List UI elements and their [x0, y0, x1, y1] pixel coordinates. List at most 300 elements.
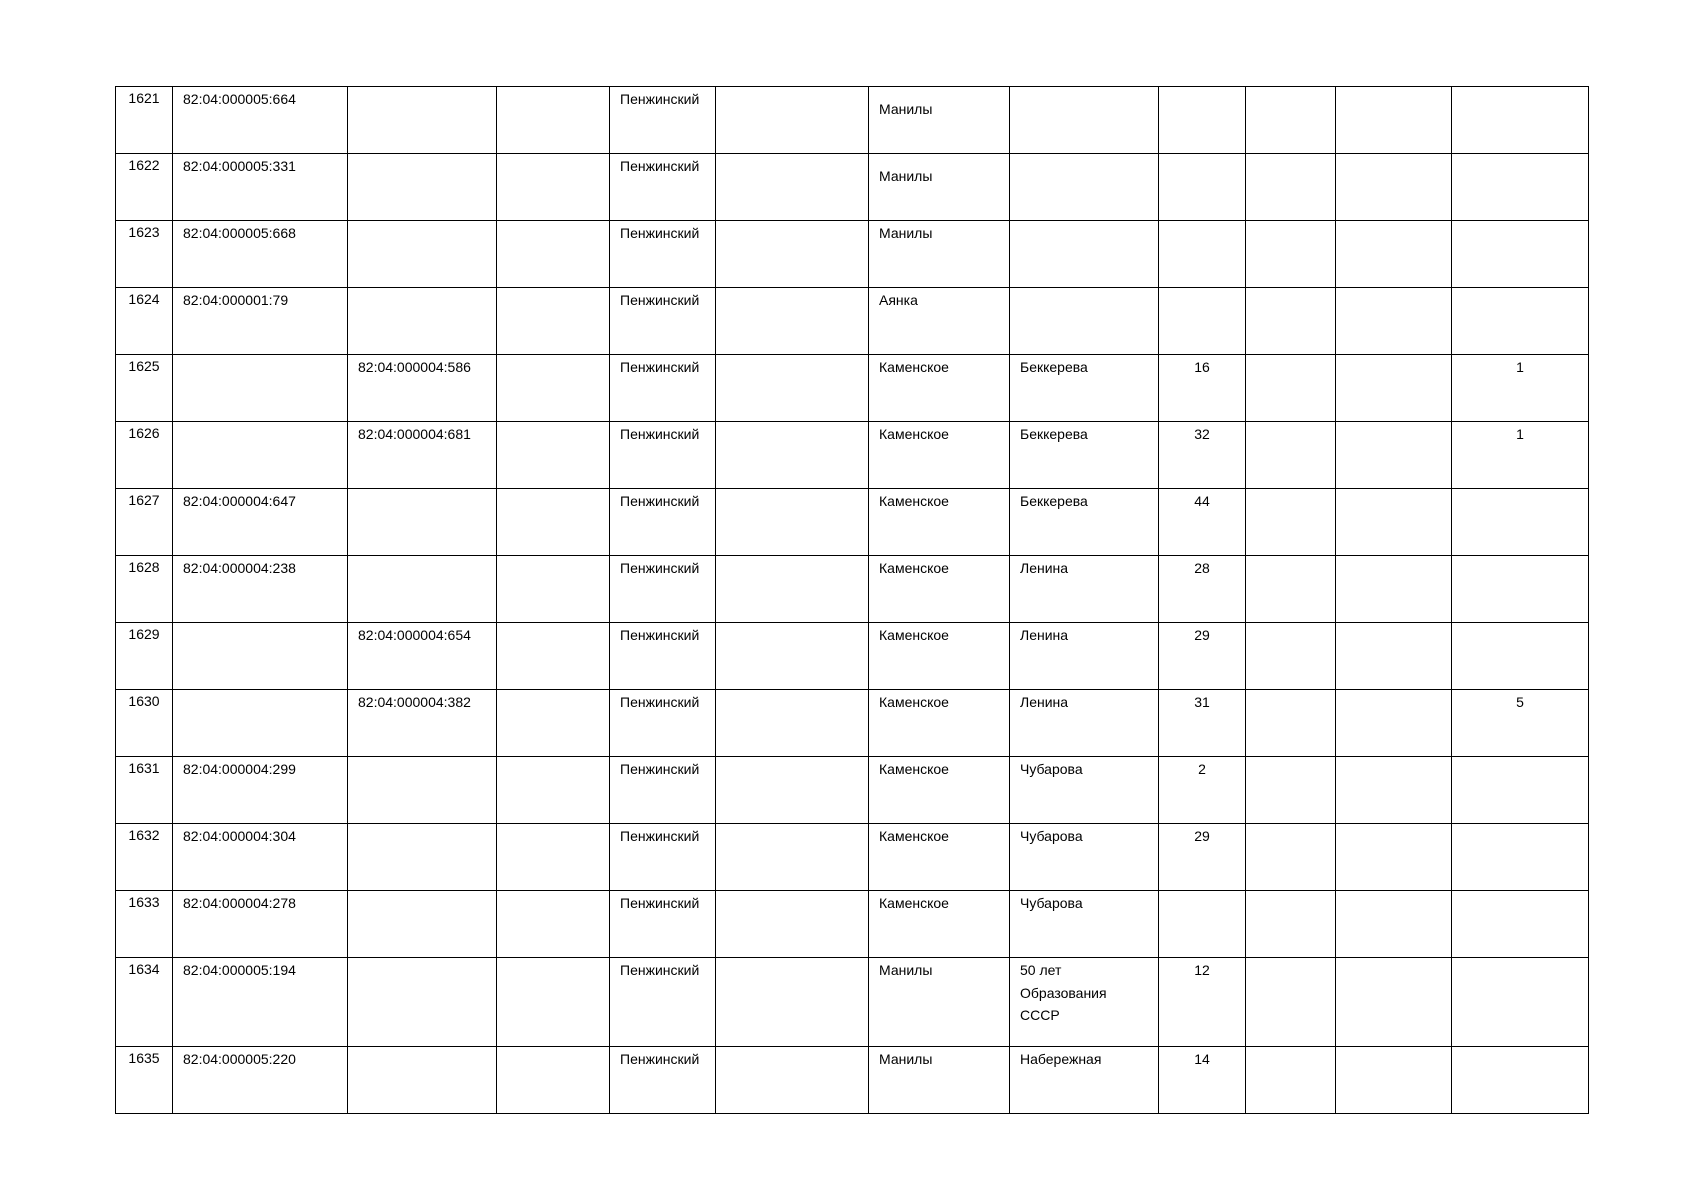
house-number-cell-text: 2	[1198, 761, 1206, 777]
cadastral-number-2-cell-text	[348, 891, 496, 892]
house-number-cell	[1159, 958, 1246, 1047]
cadastral-number-2-cell	[348, 690, 497, 757]
column-6-cell-text	[716, 154, 868, 155]
column-10-cell	[1246, 422, 1336, 489]
street-cell-text	[1010, 154, 1158, 155]
column-6-cell-text	[716, 690, 868, 691]
apartment-number-cell	[1452, 958, 1589, 1047]
column-4-cell	[497, 623, 610, 690]
district-cell	[610, 690, 716, 757]
column-10-cell-text	[1246, 355, 1335, 356]
house-number-cell-text: 31	[1194, 694, 1210, 710]
row-number-cell-text: 1625	[128, 358, 160, 374]
house-number-cell	[1159, 757, 1246, 824]
column-4-cell	[497, 824, 610, 891]
apartment-number-cell	[1452, 422, 1589, 489]
district-cell-text: Пенжинский	[620, 493, 700, 509]
row-number-cell	[116, 422, 173, 489]
row-number-cell	[116, 958, 173, 1047]
cadastral-number-cell-text: 82:04:000005:194	[183, 962, 296, 978]
cadastral-number-2-cell	[348, 891, 497, 958]
locality-cell-text: Каменское	[879, 426, 949, 442]
column-6-cell-text	[716, 355, 868, 356]
cadastral-number-cell-text: 82:04:000005:664	[183, 91, 296, 107]
apartment-number-cell-text: 1	[1516, 426, 1524, 442]
row-number-cell-text: 1623	[128, 224, 160, 240]
locality-cell-text: Каменское	[879, 493, 949, 509]
cadastral-number-2-cell-text	[348, 489, 496, 490]
house-number-cell-text: 44	[1194, 493, 1210, 509]
cadastral-number-2-cell-text	[348, 958, 496, 959]
column-4-cell-text	[497, 690, 609, 691]
row-number-cell	[116, 355, 173, 422]
column-10-cell	[1246, 1047, 1336, 1114]
row-number-cell-text: 1627	[128, 492, 160, 508]
district-cell	[610, 221, 716, 288]
table-row	[116, 154, 1589, 221]
cadastral-number-2-cell	[348, 355, 497, 422]
column-6-cell	[716, 958, 869, 1047]
locality-cell	[869, 690, 1010, 757]
district-cell-text: Пенжинский	[620, 359, 700, 375]
column-10-cell-text	[1246, 87, 1335, 88]
house-number-cell-text: 29	[1194, 828, 1210, 844]
column-11-cell	[1336, 690, 1452, 757]
district-cell	[610, 958, 716, 1047]
row-number-cell	[116, 824, 173, 891]
cadastral-number-cell	[173, 757, 348, 824]
table-row	[116, 958, 1589, 1047]
house-number-cell	[1159, 489, 1246, 556]
street-cell	[1010, 489, 1159, 556]
cadastral-number-cell-text	[173, 623, 347, 624]
row-number-cell	[116, 87, 173, 154]
district-cell	[610, 824, 716, 891]
house-number-cell-text	[1159, 154, 1245, 155]
column-11-cell-text	[1336, 623, 1451, 624]
locality-cell	[869, 556, 1010, 623]
row-number-cell-text: 1633	[128, 894, 160, 910]
street-cell	[1010, 1047, 1159, 1114]
locality-cell	[869, 623, 1010, 690]
cadastral-number-cell-text: 82:04:000005:331	[183, 158, 296, 174]
column-4-cell-text	[497, 489, 609, 490]
column-4-cell	[497, 154, 610, 221]
row-number-cell	[116, 288, 173, 355]
row-number-cell-text: 1632	[128, 827, 160, 843]
column-11-cell-text	[1336, 1047, 1451, 1048]
locality-cell	[869, 221, 1010, 288]
column-4-cell	[497, 221, 610, 288]
cadastral-number-cell-text: 82:04:000001:79	[183, 292, 289, 308]
column-4-cell	[497, 958, 610, 1047]
apartment-number-cell-text: 1	[1516, 359, 1524, 375]
column-6-cell-text	[716, 1047, 868, 1048]
street-cell-text: Ленина	[1020, 627, 1069, 643]
row-number-cell-text: 1630	[128, 693, 160, 709]
column-4-cell-text	[497, 87, 609, 88]
table-row	[116, 221, 1589, 288]
apartment-number-cell	[1452, 690, 1589, 757]
street-cell-text: Чубарова	[1020, 761, 1083, 777]
column-10-cell	[1246, 623, 1336, 690]
cadastral-number-cell	[173, 221, 348, 288]
apartment-number-cell	[1452, 355, 1589, 422]
district-cell	[610, 623, 716, 690]
column-4-cell-text	[497, 958, 609, 959]
apartment-number-cell	[1452, 757, 1589, 824]
column-6-cell	[716, 1047, 869, 1114]
column-6-cell	[716, 891, 869, 958]
apartment-number-cell	[1452, 221, 1589, 288]
locality-cell-text: Манилы	[879, 168, 933, 184]
district-cell-text: Пенжинский	[620, 560, 700, 576]
column-6-cell	[716, 556, 869, 623]
locality-cell-text: Манилы	[879, 962, 933, 978]
locality-cell	[869, 355, 1010, 422]
locality-cell	[869, 489, 1010, 556]
column-6-cell-text	[716, 221, 868, 222]
column-4-cell	[497, 87, 610, 154]
column-6-cell-text	[716, 623, 868, 624]
district-cell-text: Пенжинский	[620, 426, 700, 442]
locality-cell-text: Каменское	[879, 359, 949, 375]
column-10-cell	[1246, 154, 1336, 221]
apartment-number-cell-text	[1452, 958, 1588, 959]
column-11-cell	[1336, 288, 1452, 355]
cadastral-number-2-cell-text: 82:04:000004:654	[358, 627, 471, 643]
registry-table	[115, 86, 1589, 1114]
row-number-cell-text: 1624	[128, 291, 160, 307]
street-cell-text	[1010, 221, 1158, 222]
column-11-cell	[1336, 221, 1452, 288]
table-row	[116, 489, 1589, 556]
street-cell-text: Ленина	[1020, 560, 1069, 576]
locality-cell-text: Манилы	[879, 225, 933, 241]
table-row	[116, 422, 1589, 489]
street-cell-text: Беккерева	[1020, 426, 1088, 442]
apartment-number-cell	[1452, 87, 1589, 154]
row-number-cell-text: 1622	[128, 157, 160, 173]
apartment-number-cell-text	[1452, 1047, 1588, 1048]
house-number-cell	[1159, 891, 1246, 958]
cadastral-number-cell	[173, 556, 348, 623]
column-11-cell-text	[1336, 489, 1451, 490]
cadastral-number-2-cell-text	[348, 154, 496, 155]
column-6-cell	[716, 87, 869, 154]
column-4-cell-text	[497, 355, 609, 356]
house-number-cell-text	[1159, 221, 1245, 222]
cadastral-number-cell	[173, 891, 348, 958]
row-number-cell	[116, 891, 173, 958]
apartment-number-cell-text: 5	[1516, 694, 1524, 710]
cadastral-number-cell-text: 82:04:000005:220	[183, 1051, 296, 1067]
column-4-cell	[497, 690, 610, 757]
street-cell-text: Чубарова	[1020, 828, 1083, 844]
cadastral-number-2-cell	[348, 489, 497, 556]
street-cell	[1010, 221, 1159, 288]
column-6-cell	[716, 489, 869, 556]
table-row	[116, 87, 1589, 154]
cadastral-number-2-cell	[348, 623, 497, 690]
locality-cell	[869, 422, 1010, 489]
street-cell	[1010, 556, 1159, 623]
apartment-number-cell-text	[1452, 489, 1588, 490]
cadastral-number-cell-text: 82:04:000004:304	[183, 828, 296, 844]
district-cell	[610, 556, 716, 623]
apartment-number-cell	[1452, 154, 1589, 221]
column-4-cell-text	[497, 891, 609, 892]
street-cell-text: Набережная	[1020, 1051, 1102, 1067]
column-4-cell-text	[497, 623, 609, 624]
district-cell	[610, 422, 716, 489]
row-number-cell-text: 1634	[128, 961, 160, 977]
cadastral-number-2-cell	[348, 824, 497, 891]
apartment-number-cell-text	[1452, 556, 1588, 557]
street-cell	[1010, 891, 1159, 958]
column-10-cell	[1246, 891, 1336, 958]
column-10-cell	[1246, 690, 1336, 757]
district-cell	[610, 154, 716, 221]
row-number-cell	[116, 623, 173, 690]
column-6-cell-text	[716, 556, 868, 557]
house-number-cell	[1159, 824, 1246, 891]
house-number-cell-text: 14	[1194, 1051, 1210, 1067]
district-cell	[610, 355, 716, 422]
table-row	[116, 556, 1589, 623]
cadastral-number-cell	[173, 288, 348, 355]
house-number-cell-text: 12	[1194, 962, 1210, 978]
column-4-cell	[497, 891, 610, 958]
column-11-cell-text	[1336, 824, 1451, 825]
cadastral-number-2-cell-text	[348, 1047, 496, 1048]
district-cell-text: Пенжинский	[620, 292, 700, 308]
street-cell-text	[1010, 288, 1158, 289]
street-cell-text: Ленина	[1020, 694, 1069, 710]
street-cell	[1010, 623, 1159, 690]
row-number-cell-text: 1635	[128, 1050, 160, 1066]
house-number-cell	[1159, 221, 1246, 288]
locality-cell-text: Манилы	[879, 1051, 933, 1067]
street-cell	[1010, 958, 1159, 1047]
street-cell	[1010, 757, 1159, 824]
column-4-cell-text	[497, 422, 609, 423]
cadastral-number-2-cell-text	[348, 824, 496, 825]
column-4-cell-text	[497, 757, 609, 758]
cadastral-number-cell	[173, 87, 348, 154]
apartment-number-cell-text	[1452, 87, 1588, 88]
apartment-number-cell-text	[1452, 154, 1588, 155]
street-cell-text	[1010, 87, 1158, 88]
cadastral-number-2-cell	[348, 288, 497, 355]
cadastral-number-cell	[173, 154, 348, 221]
cadastral-number-2-cell	[348, 1047, 497, 1114]
street-cell	[1010, 355, 1159, 422]
apartment-number-cell-text	[1452, 757, 1588, 758]
district-cell	[610, 891, 716, 958]
row-number-cell-text: 1631	[128, 760, 160, 776]
table-row	[116, 824, 1589, 891]
cadastral-number-2-cell-text: 82:04:000004:382	[358, 694, 471, 710]
row-number-cell	[116, 757, 173, 824]
locality-cell	[869, 824, 1010, 891]
locality-cell-text: Манилы	[879, 101, 933, 117]
column-10-cell-text	[1246, 958, 1335, 959]
column-6-cell	[716, 221, 869, 288]
district-cell	[610, 87, 716, 154]
house-number-cell	[1159, 87, 1246, 154]
column-11-cell-text	[1336, 556, 1451, 557]
column-11-cell	[1336, 1047, 1452, 1114]
column-4-cell	[497, 288, 610, 355]
cadastral-number-2-cell-text	[348, 757, 496, 758]
locality-cell-text: Аянка	[879, 292, 918, 308]
district-cell-text: Пенжинский	[620, 962, 700, 978]
column-6-cell-text	[716, 288, 868, 289]
column-4-cell	[497, 422, 610, 489]
street-cell	[1010, 154, 1159, 221]
row-number-cell-text: 1629	[128, 626, 160, 642]
column-6-cell-text	[716, 891, 868, 892]
street-cell	[1010, 690, 1159, 757]
column-6-cell	[716, 355, 869, 422]
house-number-cell	[1159, 154, 1246, 221]
district-cell-text: Пенжинский	[620, 1051, 700, 1067]
cadastral-number-2-cell	[348, 221, 497, 288]
locality-cell	[869, 757, 1010, 824]
column-10-cell-text	[1246, 891, 1335, 892]
cadastral-number-cell	[173, 1047, 348, 1114]
cadastral-number-cell-text: 82:04:000004:238	[183, 560, 296, 576]
locality-cell	[869, 958, 1010, 1047]
cadastral-number-2-cell	[348, 87, 497, 154]
column-6-cell-text	[716, 489, 868, 490]
district-cell	[610, 757, 716, 824]
apartment-number-cell	[1452, 1047, 1589, 1114]
column-11-cell	[1336, 891, 1452, 958]
cadastral-number-2-cell	[348, 422, 497, 489]
street-cell-text: Беккерева	[1020, 359, 1088, 375]
house-number-cell	[1159, 288, 1246, 355]
district-cell-text: Пенжинский	[620, 694, 700, 710]
column-6-cell-text	[716, 757, 868, 758]
column-4-cell	[497, 489, 610, 556]
table-row	[116, 355, 1589, 422]
cadastral-number-2-cell-text	[348, 288, 496, 289]
column-10-cell	[1246, 355, 1336, 422]
column-6-cell	[716, 623, 869, 690]
cadastral-number-cell	[173, 958, 348, 1047]
district-cell-text: Пенжинский	[620, 627, 700, 643]
column-11-cell	[1336, 355, 1452, 422]
column-11-cell-text	[1336, 355, 1451, 356]
column-11-cell-text	[1336, 891, 1451, 892]
column-10-cell	[1246, 87, 1336, 154]
column-11-cell-text	[1336, 422, 1451, 423]
column-6-cell-text	[716, 87, 868, 88]
cadastral-number-cell-text	[173, 690, 347, 691]
locality-cell	[869, 891, 1010, 958]
column-10-cell-text	[1246, 623, 1335, 624]
column-10-cell-text	[1246, 221, 1335, 222]
apartment-number-cell	[1452, 288, 1589, 355]
street-cell	[1010, 824, 1159, 891]
locality-cell	[869, 288, 1010, 355]
locality-cell-text: Каменское	[879, 627, 949, 643]
table-row	[116, 288, 1589, 355]
column-6-cell	[716, 690, 869, 757]
house-number-cell	[1159, 623, 1246, 690]
row-number-cell-text: 1621	[128, 90, 160, 106]
column-10-cell-text	[1246, 824, 1335, 825]
cadastral-number-2-cell	[348, 757, 497, 824]
column-6-cell-text	[716, 958, 868, 959]
district-cell	[610, 1047, 716, 1114]
cadastral-number-cell-text: 82:04:000004:299	[183, 761, 296, 777]
cadastral-number-cell	[173, 489, 348, 556]
column-10-cell	[1246, 757, 1336, 824]
table-row	[116, 1047, 1589, 1114]
column-11-cell-text	[1336, 87, 1451, 88]
column-6-cell	[716, 757, 869, 824]
cadastral-number-2-cell-text	[348, 87, 496, 88]
apartment-number-cell	[1452, 556, 1589, 623]
column-4-cell-text	[497, 288, 609, 289]
locality-cell	[869, 1047, 1010, 1114]
column-11-cell-text	[1336, 757, 1451, 758]
apartment-number-cell	[1452, 824, 1589, 891]
column-4-cell-text	[497, 1047, 609, 1048]
cadastral-number-2-cell-text: 82:04:000004:586	[358, 359, 471, 375]
column-4-cell	[497, 1047, 610, 1114]
house-number-cell	[1159, 422, 1246, 489]
column-11-cell	[1336, 87, 1452, 154]
apartment-number-cell-text	[1452, 288, 1588, 289]
district-cell	[610, 288, 716, 355]
street-cell-text: Чубарова	[1020, 895, 1083, 911]
column-10-cell	[1246, 556, 1336, 623]
column-6-cell	[716, 288, 869, 355]
column-6-cell	[716, 824, 869, 891]
cadastral-number-cell	[173, 422, 348, 489]
house-number-cell	[1159, 690, 1246, 757]
column-11-cell	[1336, 422, 1452, 489]
column-11-cell-text	[1336, 958, 1451, 959]
column-11-cell-text	[1336, 288, 1451, 289]
column-10-cell-text	[1246, 556, 1335, 557]
cadastral-number-cell-text	[173, 422, 347, 423]
table-row	[116, 623, 1589, 690]
cadastral-number-cell	[173, 355, 348, 422]
column-6-cell	[716, 154, 869, 221]
house-number-cell-text: 32	[1194, 426, 1210, 442]
column-4-cell	[497, 556, 610, 623]
apartment-number-cell-text	[1452, 891, 1588, 892]
district-cell-text: Пенжинский	[620, 828, 700, 844]
column-10-cell-text	[1246, 288, 1335, 289]
column-11-cell	[1336, 824, 1452, 891]
house-number-cell-text	[1159, 87, 1245, 88]
cadastral-number-2-cell	[348, 958, 497, 1047]
district-cell	[610, 489, 716, 556]
table-row	[116, 891, 1589, 958]
house-number-cell-text: 29	[1194, 627, 1210, 643]
column-11-cell-text	[1336, 690, 1451, 691]
cadastral-number-cell-text: 82:04:000005:668	[183, 225, 296, 241]
district-cell-text: Пенжинский	[620, 761, 700, 777]
column-10-cell-text	[1246, 489, 1335, 490]
column-11-cell-text	[1336, 154, 1451, 155]
